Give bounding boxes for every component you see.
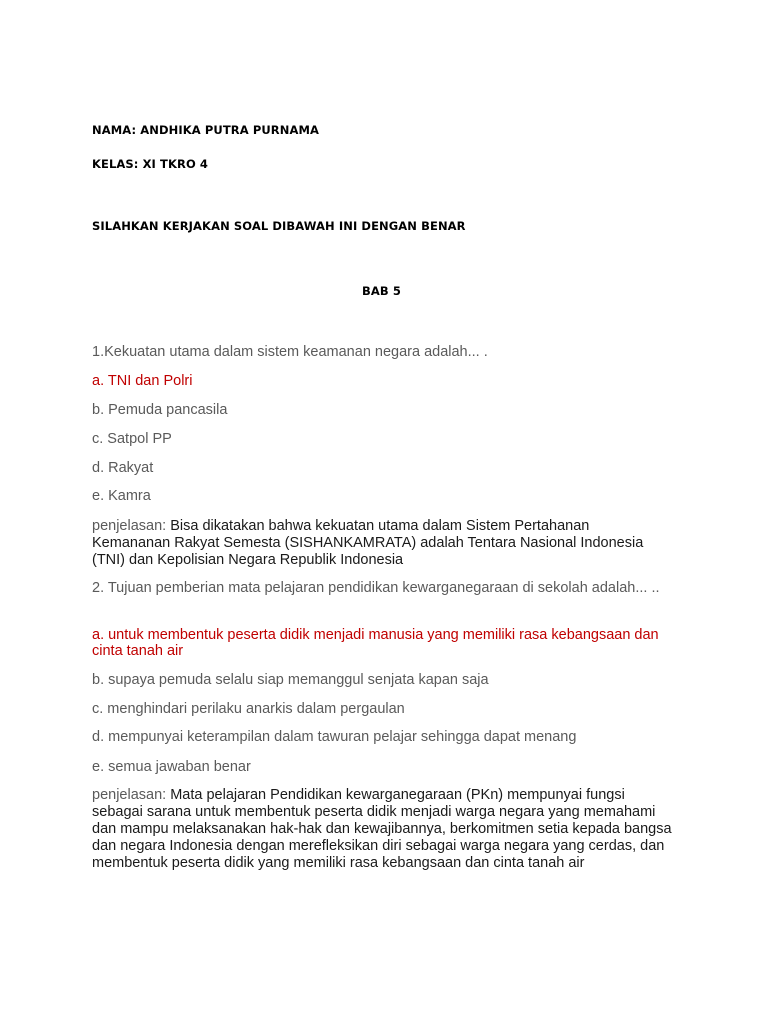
q2-option-a: a. untuk membentuk peserta didik menjadi manusia yang memiliki rasa kebangsaan dan cinta tanah air	[92, 627, 659, 659]
student-name: NAMA: ANDHIKA PUTRA PURNAMA	[92, 123, 320, 137]
instruction: SILAHKAN KERJAKAN SOAL DIBAWAH INI DENGAN BENAR	[92, 219, 466, 233]
q2-explanation-text: Mata pelajaran Pendidikan kewarganegaraan (PKn) mempunyai fungsi sebagai sarana untuk membentuk peserta didik menjadi warga negara yang memahami dan mampu melaksanakan hak-hak dan kewajibannya, berkomitmen setia kepada bangsa dan negara Indonesia dengan merefleksikan diri sebagai warga negara yang cerdas, dan membentuk peserta didik yang memiliki rasa kebangsaan dan cinta tanah air	[92, 787, 672, 871]
q2-explanation	[92, 787, 672, 872]
q2-option-d: d. mempunyai keterampilan dalam tawuran pelajar sehingga dapat menang	[92, 729, 577, 745]
student-class: KELAS: XI TKRO 4	[92, 157, 209, 171]
q2-option-c: c. menghindari perilaku anarkis dalam pergaulan	[92, 701, 405, 717]
question-1: 1.Kekuatan utama dalam sistem keamanan negara adalah... .	[92, 344, 488, 360]
q2-option-b: b. supaya pemuda selalu siap memanggul senjata kapan saja	[92, 672, 489, 688]
q2-explanation-label: penjelasan:	[92, 787, 167, 803]
q2-option-e: e. semua jawaban benar	[92, 759, 251, 775]
q1-option-b: b. Pemuda pancasila	[92, 402, 228, 418]
q1-option-d: d. Rakyat	[92, 460, 154, 476]
q1-option-e: e. Kamra	[92, 488, 151, 504]
q1-explanation-text: Bisa dikatakan bahwa kekuatan utama dalam Sistem Pertahanan Kemananan Rakyat Semesta (SISHANKAMRATA) adalah Tentara Nasional Indonesia (TNI) dan Kepolisian Negara Republik Indonesia	[92, 518, 644, 568]
question-2: 2. Tujuan pemberian mata pelajaran pendidikan kewarganegaraan di sekolah adalah... ..	[92, 580, 660, 596]
chapter-title: BAB 5	[362, 284, 401, 298]
q1-explanation-label: penjelasan:	[92, 518, 167, 534]
q1-explanation	[92, 518, 652, 569]
q1-option-c: c. Satpol PP	[92, 431, 172, 447]
q1-option-a: a. TNI dan Polri	[92, 373, 193, 389]
